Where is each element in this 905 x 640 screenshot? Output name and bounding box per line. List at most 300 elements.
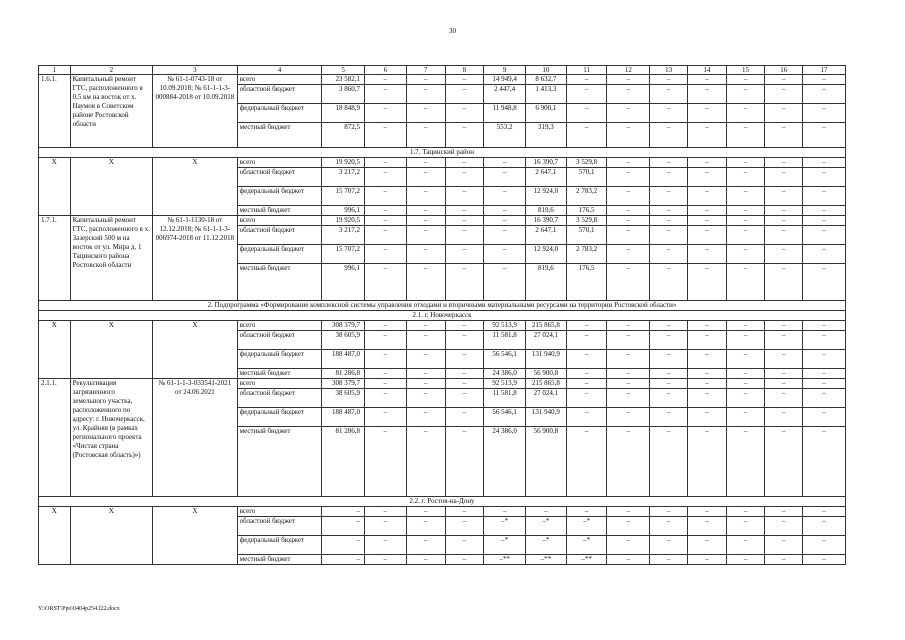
amount-cell: –: [484, 206, 526, 216]
amount-cell: 3 529,8: [566, 158, 607, 168]
amount-cell: –: [765, 123, 803, 148]
amount-cell: –: [445, 168, 484, 187]
amount-cell: –: [803, 427, 846, 497]
amount-cell: –: [445, 206, 484, 216]
amount-cell: 56 546,1: [484, 350, 526, 369]
amount-cell: –: [406, 379, 445, 389]
table-row: [39, 507, 846, 517]
amount-cell: 176,5: [566, 206, 607, 216]
amount-cell: 15 707,2: [322, 245, 365, 264]
amount-cell: 15 707,2: [322, 187, 365, 206]
amount-cell: –: [650, 85, 688, 104]
amount-cell: 27 024,1: [525, 389, 566, 408]
amount-cell: –: [687, 123, 726, 148]
amount-cell: –: [607, 369, 650, 379]
funding-source: местный бюджет: [237, 123, 322, 148]
amount-cell: 188 487,0: [322, 408, 365, 427]
funding-source: федеральный бюджет: [237, 408, 322, 427]
amount-cell: –: [566, 321, 607, 331]
amount-cell: –: [765, 507, 803, 517]
section-row: [39, 148, 846, 158]
section-heading: 2.1. г. Новочеркасск: [39, 311, 846, 321]
amount-cell: –**: [525, 555, 566, 565]
amount-cell: –: [650, 331, 688, 350]
amount-cell: 16 390,7: [525, 158, 566, 168]
budget-table: [38, 65, 846, 565]
amount-cell: –: [687, 555, 726, 565]
amount-cell: –: [484, 226, 526, 245]
funding-source: местный бюджет: [237, 264, 322, 301]
amount-cell: –: [566, 85, 607, 104]
amount-cell: –: [726, 226, 765, 245]
item-document: № 61-1-1130-18 от 12.12.2018; № 61-1-1-3-006974-2018 от 11.12.2018: [153, 216, 238, 301]
amount-cell: –: [406, 389, 445, 408]
column-header: 13: [650, 66, 688, 75]
section-heading: 2. Подпрограмма «Формирование комплексной системы управления отходами и вторичными материальными ресурсами на территории Ростовской области»: [39, 301, 846, 311]
amount-cell: 11 581,8: [484, 331, 526, 350]
amount-cell: –: [650, 104, 688, 123]
amount-cell: –: [365, 555, 407, 565]
amount-cell: –: [650, 168, 688, 187]
amount-cell: –: [365, 408, 407, 427]
amount-cell: –*: [525, 517, 566, 536]
amount-cell: –: [484, 187, 526, 206]
amount-cell: 819,6: [525, 264, 566, 301]
amount-cell: –: [650, 264, 688, 301]
column-header: 17: [803, 66, 846, 75]
amount-cell: –: [365, 123, 407, 148]
item-document: № 61-1-0743-18 от 10.09.2018; № 61-1-1-3-000884-2018 от 10.09.2018: [153, 75, 238, 148]
amount-cell: –: [726, 245, 765, 264]
amount-cell: –: [803, 264, 846, 301]
amount-cell: 2 647,1: [525, 168, 566, 187]
column-header: 3: [153, 66, 238, 75]
amount-cell: –: [406, 517, 445, 536]
amount-cell: 2 783,2: [566, 187, 607, 206]
amount-cell: –: [650, 321, 688, 331]
amount-cell: –: [650, 408, 688, 427]
amount-cell: –: [445, 104, 484, 123]
amount-cell: –: [566, 369, 607, 379]
amount-cell: –: [607, 555, 650, 565]
funding-source: местный бюджет: [237, 427, 322, 497]
amount-cell: –: [445, 216, 484, 226]
table-row: [39, 321, 846, 331]
amount-cell: –: [365, 536, 407, 555]
amount-cell: –: [365, 226, 407, 245]
amount-cell: 27 024,1: [525, 331, 566, 350]
amount-cell: –: [687, 216, 726, 226]
amount-cell: –: [566, 123, 607, 148]
amount-cell: –: [803, 75, 846, 85]
amount-cell: –: [322, 517, 365, 536]
column-header: 1: [39, 66, 71, 75]
section-heading: 2.2. г. Ростов-на-Дону: [39, 497, 846, 507]
amount-cell: –: [687, 369, 726, 379]
amount-cell: –: [445, 427, 484, 497]
amount-cell: –: [365, 206, 407, 216]
amount-cell: 308 379,7: [322, 379, 365, 389]
amount-cell: –: [445, 158, 484, 168]
amount-cell: 1 413,3: [525, 85, 566, 104]
amount-cell: –*: [484, 517, 526, 536]
amount-cell: –: [445, 536, 484, 555]
amount-cell: –: [650, 158, 688, 168]
funding-source: федеральный бюджет: [237, 104, 322, 123]
amount-cell: –: [406, 507, 445, 517]
amount-cell: –*: [566, 536, 607, 555]
amount-cell: –: [607, 158, 650, 168]
amount-cell: –: [687, 331, 726, 350]
amount-cell: –: [765, 379, 803, 389]
amount-cell: –**: [484, 555, 526, 565]
amount-cell: –: [765, 389, 803, 408]
amount-cell: –: [726, 555, 765, 565]
amount-cell: 308 379,7: [322, 321, 365, 331]
amount-cell: –: [687, 206, 726, 216]
funding-source: областной бюджет: [237, 168, 322, 187]
amount-cell: –: [726, 369, 765, 379]
funding-source: местный бюджет: [237, 206, 322, 216]
amount-cell: –: [803, 187, 846, 206]
amount-cell: –: [726, 389, 765, 408]
amount-cell: 8 632,7: [525, 75, 566, 85]
amount-cell: 14 949,4: [484, 75, 526, 85]
amount-cell: –: [365, 168, 407, 187]
amount-cell: –: [726, 331, 765, 350]
funding-source: областной бюджет: [237, 331, 322, 350]
amount-cell: 3 217,2: [322, 226, 365, 245]
amount-cell: –: [803, 226, 846, 245]
amount-cell: –: [650, 226, 688, 245]
amount-cell: –: [607, 379, 650, 389]
amount-cell: 3 860,7: [322, 85, 365, 104]
funding-source: федеральный бюджет: [237, 187, 322, 206]
amount-cell: –: [765, 555, 803, 565]
amount-cell: –: [607, 206, 650, 216]
section-row: [39, 301, 846, 311]
amount-cell: –: [726, 427, 765, 497]
amount-cell: –: [650, 245, 688, 264]
amount-cell: –: [650, 427, 688, 497]
column-number-row: [39, 66, 846, 75]
amount-cell: –: [406, 85, 445, 104]
amount-cell: 215 865,8: [525, 379, 566, 389]
amount-cell: 176,5: [566, 264, 607, 301]
amount-cell: –: [607, 321, 650, 331]
amount-cell: –: [803, 369, 846, 379]
amount-cell: 16 390,7: [525, 216, 566, 226]
column-header: 16: [765, 66, 803, 75]
amount-cell: –: [322, 536, 365, 555]
amount-cell: –: [765, 245, 803, 264]
amount-cell: –: [726, 123, 765, 148]
amount-cell: –: [445, 369, 484, 379]
funding-source: областной бюджет: [237, 226, 322, 245]
amount-cell: –: [322, 555, 365, 565]
amount-cell: –: [687, 264, 726, 301]
amount-cell: –: [765, 216, 803, 226]
amount-cell: –: [566, 379, 607, 389]
amount-cell: –: [803, 206, 846, 216]
amount-cell: –: [726, 350, 765, 369]
amount-cell: 24 386,0: [484, 427, 526, 497]
amount-cell: –: [406, 158, 445, 168]
funding-source: областной бюджет: [237, 85, 322, 104]
amount-cell: –: [607, 123, 650, 148]
amount-cell: –: [687, 350, 726, 369]
amount-cell: –: [607, 507, 650, 517]
amount-cell: –: [765, 536, 803, 555]
funding-source: всего: [237, 158, 322, 168]
amount-cell: –: [445, 123, 484, 148]
amount-cell: –: [803, 104, 846, 123]
amount-cell: 12 924,0: [525, 187, 566, 206]
column-header: 14: [687, 66, 726, 75]
amount-cell: –: [365, 104, 407, 123]
amount-cell: 553,2: [484, 123, 526, 148]
amount-cell: –: [566, 427, 607, 497]
amount-cell: 215 865,8: [525, 321, 566, 331]
amount-cell: 92 513,9: [484, 321, 526, 331]
amount-cell: –: [445, 226, 484, 245]
amount-cell: –: [607, 226, 650, 245]
amount-cell: 131 940,9: [525, 350, 566, 369]
amount-cell: –: [484, 245, 526, 264]
amount-cell: –: [650, 187, 688, 206]
amount-cell: –: [445, 389, 484, 408]
amount-cell: –: [650, 75, 688, 85]
amount-cell: –: [726, 216, 765, 226]
amount-cell: –: [445, 408, 484, 427]
funding-source: всего: [237, 321, 322, 331]
amount-cell: –: [406, 245, 445, 264]
funding-source: федеральный бюджет: [237, 245, 322, 264]
amount-cell: 11 948,8: [484, 104, 526, 123]
amount-cell: –: [566, 104, 607, 123]
item-number: X: [39, 507, 71, 565]
amount-cell: –: [406, 350, 445, 369]
amount-cell: –: [566, 331, 607, 350]
amount-cell: –: [687, 507, 726, 517]
amount-cell: –: [726, 379, 765, 389]
amount-cell: 92 513,9: [484, 379, 526, 389]
amount-cell: 38 605,9: [322, 389, 365, 408]
amount-cell: –: [445, 555, 484, 565]
amount-cell: –: [607, 187, 650, 206]
amount-cell: –: [765, 226, 803, 245]
item-number: 1.7.1.: [39, 216, 71, 301]
funding-source: федеральный бюджет: [237, 536, 322, 555]
amount-cell: 6 900,1: [525, 104, 566, 123]
amount-cell: 570,1: [566, 226, 607, 245]
amount-cell: –: [765, 427, 803, 497]
amount-cell: –: [406, 536, 445, 555]
amount-cell: 2 647,1: [525, 226, 566, 245]
amount-cell: –*: [525, 536, 566, 555]
table-row: [39, 216, 846, 226]
amount-cell: –: [445, 264, 484, 301]
amount-cell: –: [445, 331, 484, 350]
funding-source: областной бюджет: [237, 517, 322, 536]
amount-cell: –: [365, 350, 407, 369]
amount-cell: –: [365, 321, 407, 331]
funding-source: всего: [237, 507, 322, 517]
amount-cell: –: [406, 75, 445, 85]
column-header: 7: [406, 66, 445, 75]
amount-cell: 570,1: [566, 168, 607, 187]
amount-cell: –: [803, 158, 846, 168]
amount-cell: 81 286,8: [322, 369, 365, 379]
amount-cell: –: [406, 555, 445, 565]
amount-cell: –: [803, 168, 846, 187]
amount-cell: 131 940,9: [525, 408, 566, 427]
amount-cell: –: [803, 389, 846, 408]
amount-cell: 2 447,4: [484, 85, 526, 104]
column-header: 8: [445, 66, 484, 75]
amount-cell: –: [726, 75, 765, 85]
amount-cell: –: [445, 245, 484, 264]
item-document: X: [153, 158, 238, 216]
amount-cell: –: [765, 331, 803, 350]
amount-cell: –: [687, 75, 726, 85]
amount-cell: –: [650, 369, 688, 379]
amount-cell: –: [365, 389, 407, 408]
amount-cell: –: [445, 379, 484, 389]
amount-cell: –: [803, 555, 846, 565]
amount-cell: –: [484, 168, 526, 187]
amount-cell: –: [650, 536, 688, 555]
amount-cell: –: [365, 379, 407, 389]
amount-cell: –: [650, 517, 688, 536]
amount-cell: –: [687, 408, 726, 427]
amount-cell: –: [650, 350, 688, 369]
item-document: X: [153, 321, 238, 379]
amount-cell: –: [365, 216, 407, 226]
amount-cell: –: [445, 517, 484, 536]
amount-cell: –: [406, 321, 445, 331]
amount-cell: –: [687, 187, 726, 206]
funding-source: местный бюджет: [237, 369, 322, 379]
amount-cell: –: [406, 331, 445, 350]
amount-cell: –: [406, 264, 445, 301]
amount-cell: –: [726, 408, 765, 427]
amount-cell: –: [484, 158, 526, 168]
amount-cell: –: [765, 104, 803, 123]
amount-cell: –: [765, 408, 803, 427]
funding-source: местный бюджет: [237, 555, 322, 565]
amount-cell: 81 286,8: [322, 427, 365, 497]
amount-cell: –: [687, 245, 726, 264]
item-name: Капитальный ремонт ГТС, расположенного в 0,5 км на восток от х. Наумов в Советском районе Ростовской области: [70, 75, 153, 148]
amount-cell: –: [803, 379, 846, 389]
amount-cell: –: [765, 85, 803, 104]
amount-cell: –: [607, 427, 650, 497]
amount-cell: –: [484, 507, 526, 517]
amount-cell: –: [765, 321, 803, 331]
amount-cell: –: [803, 245, 846, 264]
amount-cell: –: [365, 245, 407, 264]
item-name: X: [70, 158, 153, 216]
amount-cell: 19 920,5: [322, 158, 365, 168]
amount-cell: –: [566, 75, 607, 85]
amount-cell: 56 546,1: [484, 408, 526, 427]
amount-cell: 996,1: [322, 264, 365, 301]
amount-cell: –: [765, 369, 803, 379]
amount-cell: –: [566, 408, 607, 427]
amount-cell: –: [803, 321, 846, 331]
amount-cell: –: [726, 206, 765, 216]
amount-cell: –: [765, 75, 803, 85]
item-number: X: [39, 321, 71, 379]
table-row: [39, 379, 846, 389]
footer-file-path: Y:\ORST\Ppo\0404p254.f22.docx: [38, 606, 120, 612]
amount-cell: –: [365, 507, 407, 517]
amount-cell: –: [687, 536, 726, 555]
amount-cell: –: [445, 75, 484, 85]
amount-cell: –: [607, 350, 650, 369]
amount-cell: –: [687, 517, 726, 536]
amount-cell: –: [687, 226, 726, 245]
amount-cell: 19 920,5: [322, 216, 365, 226]
column-header: 10: [525, 66, 566, 75]
section-heading: 1.7. Тацинский район: [39, 148, 846, 158]
amount-cell: –: [687, 158, 726, 168]
amount-cell: –: [365, 187, 407, 206]
amount-cell: 819,6: [525, 206, 566, 216]
amount-cell: –: [406, 427, 445, 497]
item-name: X: [70, 321, 153, 379]
amount-cell: –: [406, 206, 445, 216]
amount-cell: –: [365, 85, 407, 104]
amount-cell: –*: [484, 536, 526, 555]
amount-cell: –: [445, 187, 484, 206]
amount-cell: –: [765, 206, 803, 216]
amount-cell: –: [765, 350, 803, 369]
item-number: 2.1.1.: [39, 379, 71, 497]
amount-cell: –: [687, 379, 726, 389]
amount-cell: 188 487,0: [322, 350, 365, 369]
amount-cell: –: [687, 321, 726, 331]
amount-cell: –: [607, 331, 650, 350]
amount-cell: 3 217,2: [322, 168, 365, 187]
amount-cell: –: [365, 75, 407, 85]
amount-cell: –: [607, 264, 650, 301]
amount-cell: –: [803, 536, 846, 555]
amount-cell: –: [566, 507, 607, 517]
funding-source: областной бюджет: [237, 389, 322, 408]
item-number: X: [39, 158, 71, 216]
amount-cell: –: [687, 389, 726, 408]
column-header: 11: [566, 66, 607, 75]
amount-cell: –: [803, 507, 846, 517]
amount-cell: –: [650, 216, 688, 226]
amount-cell: –: [566, 389, 607, 408]
item-document: № 61-1-1-3-033541-2021 от 24.06.2021: [153, 379, 238, 497]
amount-cell: –: [650, 389, 688, 408]
amount-cell: 996,1: [322, 206, 365, 216]
amount-cell: –: [445, 507, 484, 517]
amount-cell: –: [365, 264, 407, 301]
amount-cell: –: [803, 123, 846, 148]
amount-cell: –: [365, 427, 407, 497]
amount-cell: 56 900,8: [525, 427, 566, 497]
amount-cell: –: [607, 85, 650, 104]
funding-source: всего: [237, 75, 322, 85]
amount-cell: 872,5: [322, 123, 365, 148]
amount-cell: –: [687, 85, 726, 104]
table-row: [39, 158, 846, 168]
